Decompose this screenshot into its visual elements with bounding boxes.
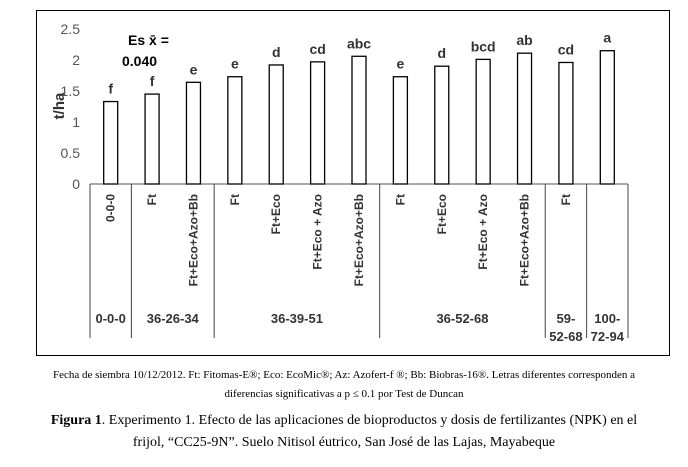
y-tick-label: 2 xyxy=(72,52,80,68)
caption-note-line2: diferencias significativas a p ≤ 0.1 por Test de Duncan xyxy=(224,388,464,400)
annotation-line1: Es x̄ = xyxy=(128,32,169,48)
bar xyxy=(269,65,283,184)
bar-letter-label: cd xyxy=(309,40,326,57)
category-label: Ft xyxy=(393,194,408,206)
bar xyxy=(186,82,200,184)
bar-letter-label: cd xyxy=(557,41,575,58)
bar-letter-label: e xyxy=(189,61,198,78)
bar-letter-label: d xyxy=(271,43,281,60)
bar xyxy=(104,102,118,184)
bar-letter-label: f xyxy=(149,73,155,90)
bar-letter-label: bcd xyxy=(470,38,496,55)
y-tick-label: 2.5 xyxy=(60,21,80,37)
bar-letter-label: d xyxy=(437,45,447,62)
group-label: 36-39-51 xyxy=(270,311,323,326)
figure-caption xyxy=(0,366,688,454)
bar-letter-label: f xyxy=(108,80,114,97)
figure-text-line2: frijol, “CC25-9N”. Suelo Nitisol éutrico, San José de las Lajas, Mayabeque xyxy=(132,435,556,450)
group-label: 36-52-68 xyxy=(436,311,489,326)
bar xyxy=(352,56,366,184)
bar xyxy=(228,77,242,184)
caption-note xyxy=(0,366,688,404)
caption-note-line1: Fecha de siembra 10/12/2012. Ft: Fitomas-E®; Eco: EcoMic®; Az: Azofert-f ®; Bb: Biobras-16®. Letras diferentes corresponden a xyxy=(52,369,636,381)
caption-figure xyxy=(0,410,688,454)
bar xyxy=(145,94,159,184)
y-tick-label: 0.5 xyxy=(60,145,80,161)
category-label: Ft+Eco + Azo xyxy=(310,194,325,270)
group-label-line1: 59- xyxy=(556,311,576,326)
group-label-line2: 52-68 xyxy=(549,329,583,344)
bar xyxy=(435,66,449,184)
category-label: Ft+Eco+Azo+Bb xyxy=(517,194,532,287)
category-label: Ft xyxy=(558,194,573,206)
group-label: 36-26-34 xyxy=(146,311,199,326)
bar xyxy=(476,59,490,184)
group-label-line2: 72-94 xyxy=(590,329,624,344)
annotation-line2: 0.040 xyxy=(122,53,158,69)
bar xyxy=(600,51,614,184)
bar xyxy=(393,77,407,184)
group-label: 0-0-0 xyxy=(95,311,126,326)
y-axis-label: t/ha xyxy=(51,92,68,120)
bar xyxy=(559,62,573,184)
category-label: 0-0-0 xyxy=(103,194,118,223)
bar-letter-label: e xyxy=(396,55,405,72)
group-label-line1: 100- xyxy=(594,311,621,326)
category-label: Ft+Eco xyxy=(434,194,449,235)
figure-label: Figura 1 xyxy=(50,413,102,428)
category-label: Ft+Eco xyxy=(269,194,284,235)
category-label: Ft+Eco+Azo+Bb xyxy=(352,194,366,287)
bar-letter-label: abc xyxy=(346,35,372,52)
category-label: Ft+Eco + Azo xyxy=(476,194,491,270)
y-tick-label: 0 xyxy=(72,176,80,192)
bar-letter-label: ab xyxy=(516,32,533,49)
y-tick-label: 1.5 xyxy=(60,83,80,99)
bar-letter-label: e xyxy=(230,55,239,72)
bar xyxy=(311,62,325,184)
category-label: Ft xyxy=(227,194,242,206)
category-label: Ft+Eco+Azo+Bb xyxy=(186,194,201,287)
y-tick-label: 1 xyxy=(72,114,80,130)
category-label: Ft xyxy=(145,194,160,206)
figure-text: . Experimento 1. Efecto de las aplicaciones de bioproductos y dosis de fertilizantes (NPK) en el xyxy=(101,413,638,428)
bar xyxy=(518,53,532,184)
bar-letter-label: a xyxy=(603,29,612,46)
